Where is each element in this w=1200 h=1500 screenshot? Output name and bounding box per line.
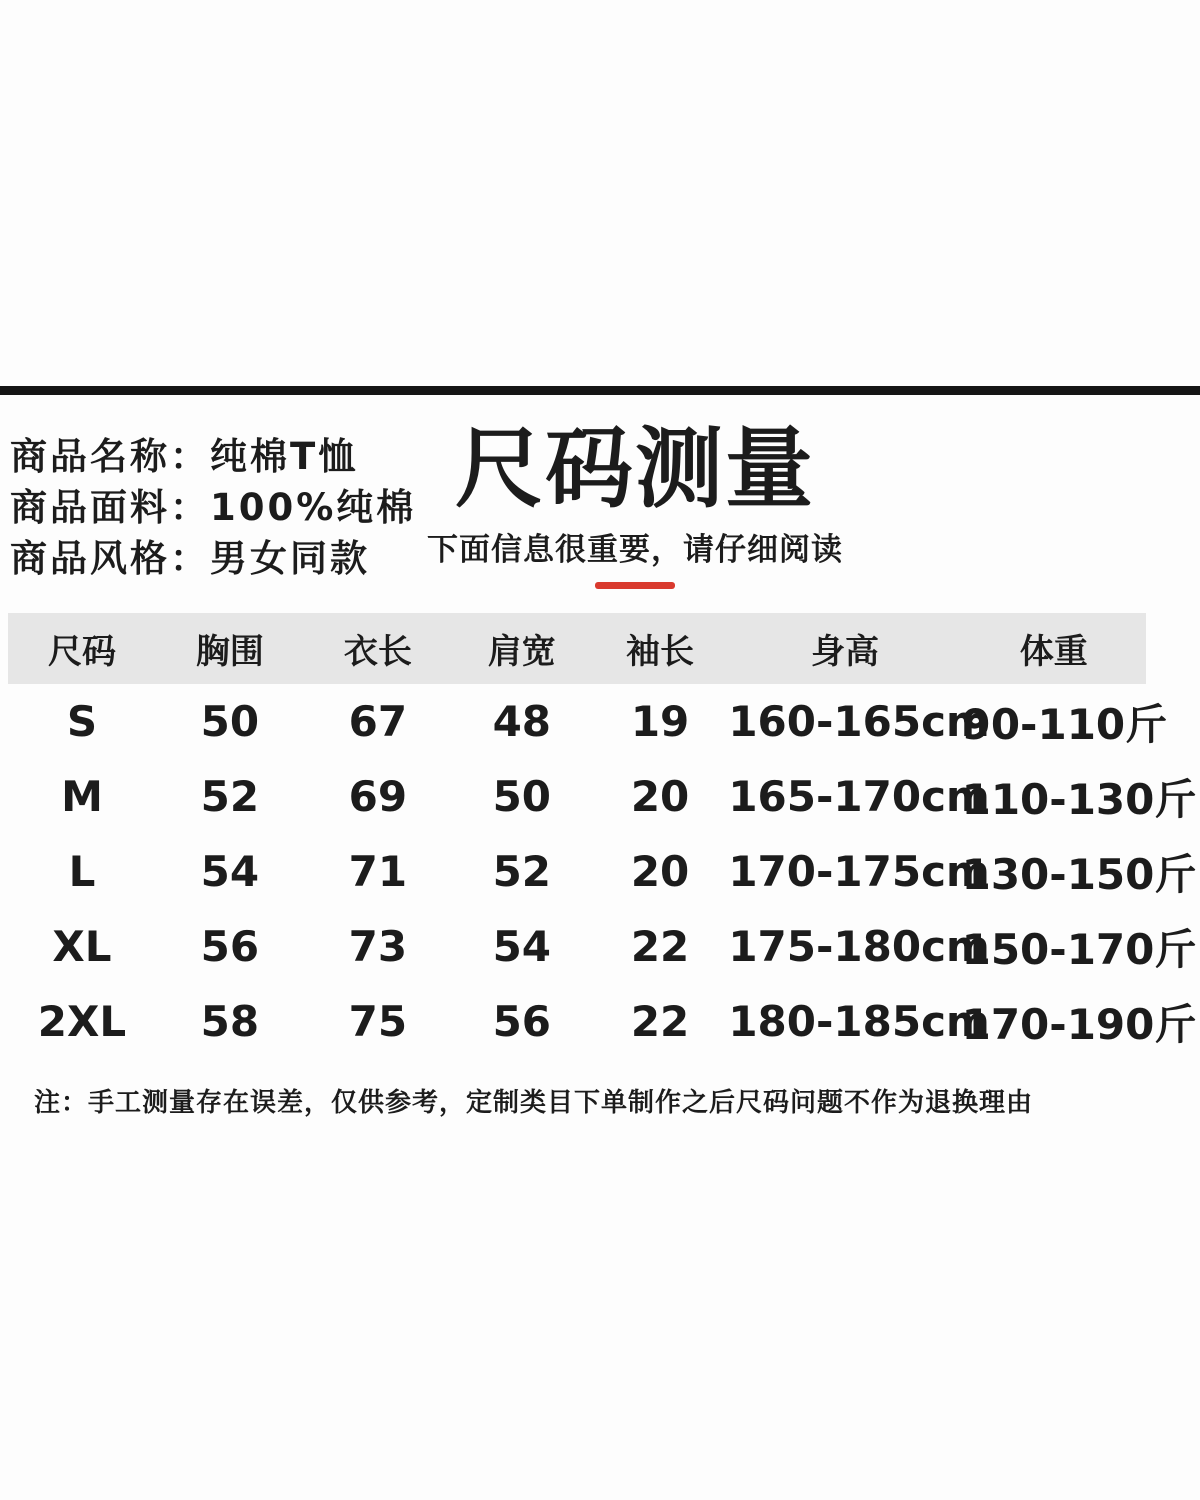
table-cell: 50 [200, 697, 260, 746]
table-cell: S [66, 697, 98, 746]
table-cell: 71 [348, 847, 408, 896]
table-cell: 67 [348, 697, 408, 746]
column-header-sleeve: 袖长 [626, 632, 695, 672]
table-cell: 58 [200, 997, 260, 1046]
column-header-weight: 体重 [1019, 632, 1088, 672]
table-cell: 20 [630, 772, 690, 821]
table-cell: 22 [630, 922, 690, 971]
column-header-size: 尺码 [47, 632, 116, 672]
title-block [415, 417, 855, 589]
page-subtitle: 下面信息很重要，请仔细阅读 [427, 532, 843, 568]
table-cell: 56 [492, 997, 552, 1046]
table-cell: 180-185cm [728, 997, 990, 1046]
table-cell: 175-180cm [728, 922, 990, 971]
table-cell: 56 [200, 922, 260, 971]
table-row-m [8, 759, 1197, 834]
table-cell: 2XL [37, 997, 127, 1046]
table-cell: 19 [630, 697, 690, 746]
table-row-s [8, 684, 1168, 759]
product-style-line: 商品风格：男女同款 [10, 537, 370, 580]
table-cell: M [61, 772, 103, 821]
table-cell: 69 [348, 772, 408, 821]
table-cell: 170-190斤 [961, 999, 1197, 1049]
header-section [0, 395, 1200, 613]
red-underline-bar [595, 582, 675, 589]
table-cell: 20 [630, 847, 690, 896]
table-row-xl [8, 909, 1197, 984]
product-name-line: 商品名称：纯棉T恤 [10, 435, 359, 478]
table-header-row [8, 613, 1146, 684]
page-title: 尺码测量 [454, 417, 815, 520]
table-cell: 52 [200, 772, 260, 821]
table-cell: 50 [492, 772, 552, 821]
table-cell: 160-165cm [728, 697, 990, 746]
table-cell: 90-110斤 [961, 699, 1168, 749]
table-cell: 22 [630, 997, 690, 1046]
table-cell: 48 [492, 697, 552, 746]
table-cell: 54 [200, 847, 260, 896]
table-cell: 54 [492, 922, 552, 971]
table-cell: 165-170cm [728, 772, 990, 821]
column-header-shoulder: 肩宽 [487, 632, 556, 672]
table-cell: XL [52, 922, 112, 971]
table-cell: 73 [348, 922, 408, 971]
top-divider-line [0, 386, 1200, 395]
table-cell: 170-175cm [728, 847, 990, 896]
top-whitespace [0, 0, 1200, 386]
column-header-height: 身高 [810, 632, 879, 672]
table-cell: L [68, 847, 96, 896]
column-header-length: 衣长 [343, 632, 412, 672]
table-row-2xl [8, 984, 1197, 1059]
table-cell: 130-150斤 [961, 849, 1197, 899]
table-cell: 52 [492, 847, 552, 896]
measurement-note: 注：手工测量存在误差，仅供参考，定制类目下单制作之后尺码问题不作为退换理由 [34, 1088, 1034, 1118]
product-info [10, 431, 416, 584]
table-cell: 150-170斤 [961, 924, 1197, 974]
size-table [8, 613, 1197, 1059]
product-fabric-line: 商品面料：100%纯棉 [10, 486, 417, 529]
column-header-chest: 胸围 [195, 632, 264, 672]
table-cell: 75 [348, 997, 408, 1046]
table-row-l [8, 834, 1197, 909]
table-cell: 110-130斤 [961, 774, 1197, 824]
